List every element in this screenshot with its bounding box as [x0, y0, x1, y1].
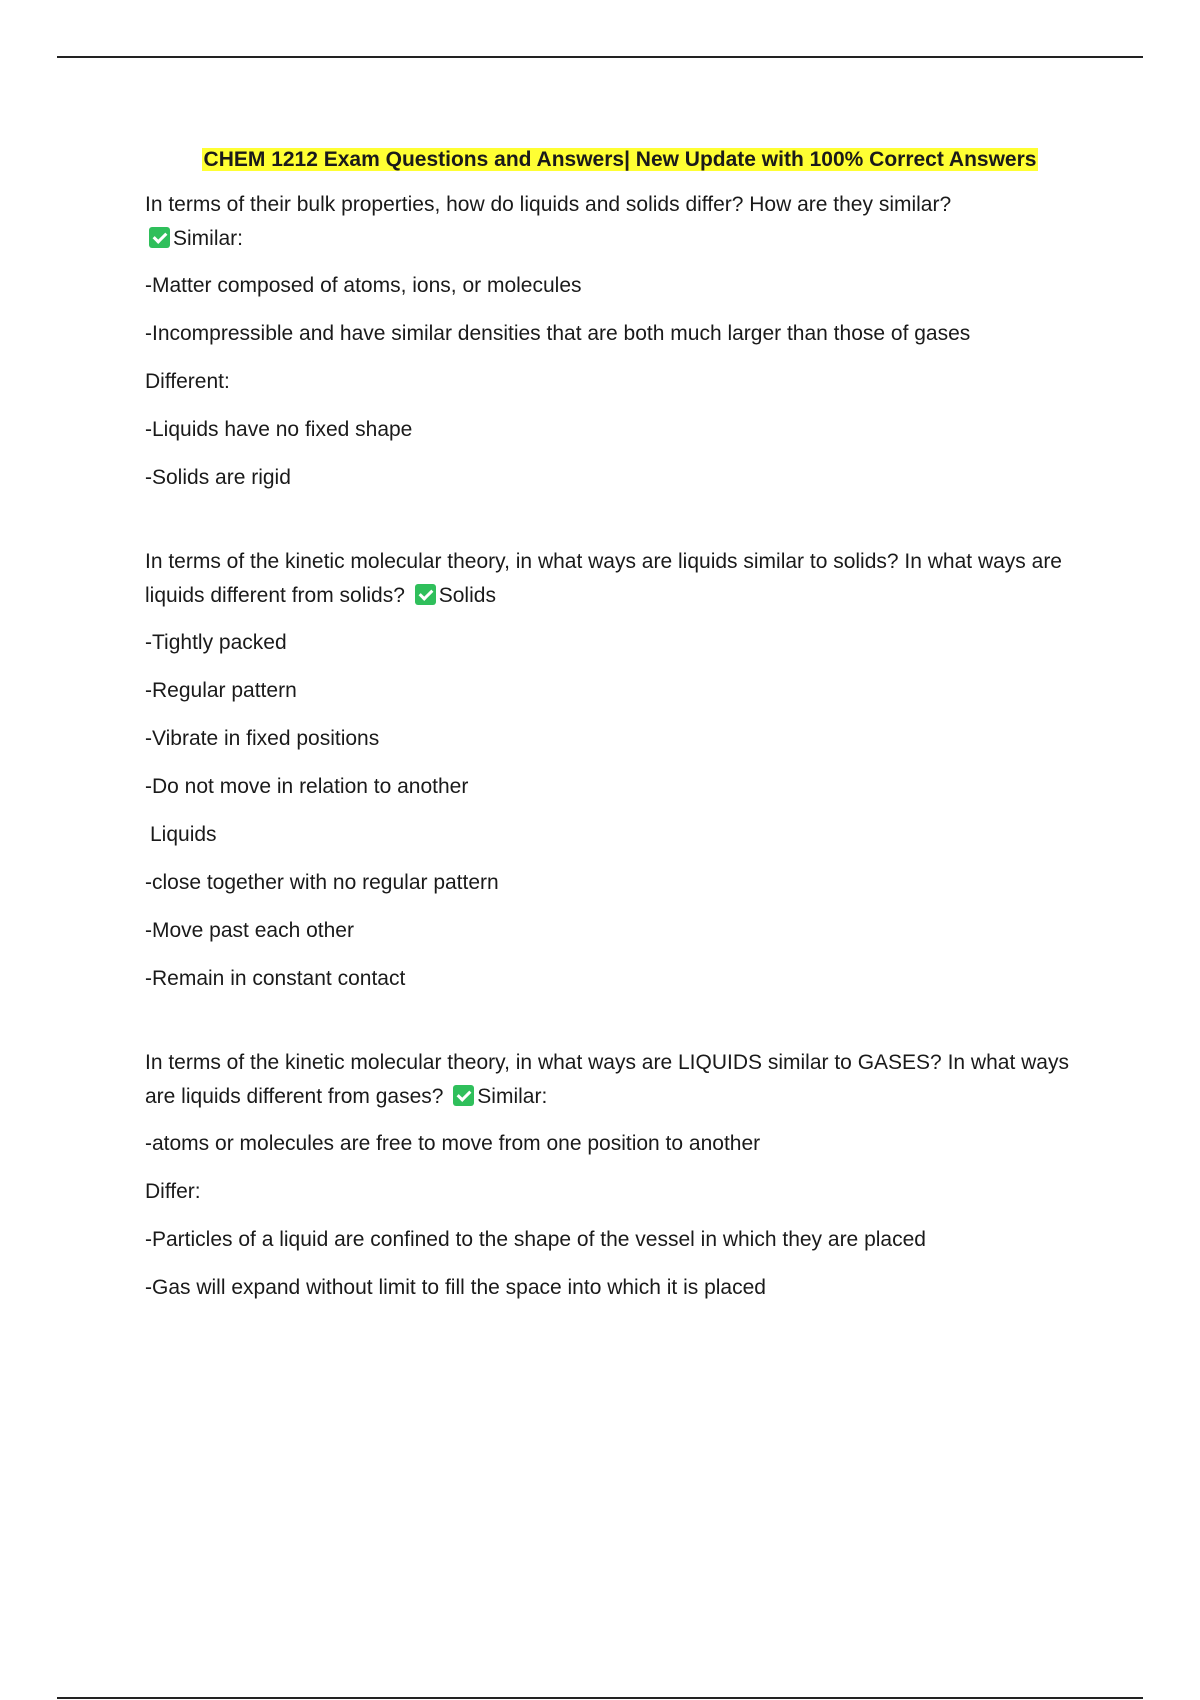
- question-3: [145, 1046, 1095, 1114]
- answer-line: -Matter composed of atoms, ions, or molecules: [145, 274, 582, 297]
- question-1-text: In terms of their bulk properties, how do liquids and solids differ? How are they similar?: [145, 193, 952, 216]
- answer-line: -Move past each other: [145, 919, 354, 942]
- question-3-text: In terms of the kinetic molecular theory, in what ways are LIQUIDS similar to GASES? In what ways are liquids different from gases?: [145, 1051, 1069, 1108]
- answer-line: Different:: [145, 370, 230, 393]
- answer-line: Liquids: [150, 823, 217, 846]
- question-1: [145, 188, 1095, 256]
- bottom-rule: [57, 1697, 1143, 1699]
- answer-line: -Remain in constant contact: [145, 967, 406, 990]
- check-box-icon: [453, 1085, 474, 1106]
- answer-2-start: Solids: [438, 584, 496, 607]
- answer-line: -Regular pattern: [145, 679, 297, 702]
- document-body: [145, 144, 1095, 1355]
- top-rule: [57, 56, 1143, 58]
- answer-line: -atoms or molecules are free to move from one position to another: [145, 1132, 761, 1155]
- question-2-text: In terms of the kinetic molecular theory, in what ways are liquids similar to solids? In what ways are liquids different from solids?: [145, 550, 1062, 607]
- qa-block-2: [145, 545, 1095, 996]
- answer-line: -Liquids have no fixed shape: [145, 418, 413, 441]
- answer-line: -Incompressible and have similar densities that are both much larger than those of gases: [145, 322, 971, 345]
- answer-3-start: Similar:: [477, 1085, 548, 1108]
- qa-block-3: [145, 1046, 1095, 1305]
- answer-line: -Solids are rigid: [145, 466, 291, 489]
- question-2: [145, 545, 1095, 613]
- check-box-icon: [149, 227, 170, 248]
- answer-line: -Vibrate in fixed positions: [145, 727, 380, 750]
- answer-line: -Gas will expand without limit to fill the space into which it is placed: [145, 1276, 766, 1299]
- answer-line: -Do not move in relation to another: [145, 775, 469, 798]
- answer-1-start: Similar:: [173, 227, 244, 250]
- answer-line: -Tightly packed: [145, 631, 287, 654]
- qa-block-1: [145, 188, 1095, 495]
- answer-line: -close together with no regular pattern: [145, 871, 499, 894]
- document-title-text: CHEM 1212 Exam Questions and Answers| New Update with 100% Correct Answers: [203, 148, 1037, 171]
- answer-line: -Particles of a liquid are confined to the shape of the vessel in which they are placed: [145, 1228, 926, 1251]
- check-box-icon: [415, 584, 436, 605]
- document-title: [145, 144, 1095, 176]
- answer-line: Differ:: [145, 1180, 201, 1203]
